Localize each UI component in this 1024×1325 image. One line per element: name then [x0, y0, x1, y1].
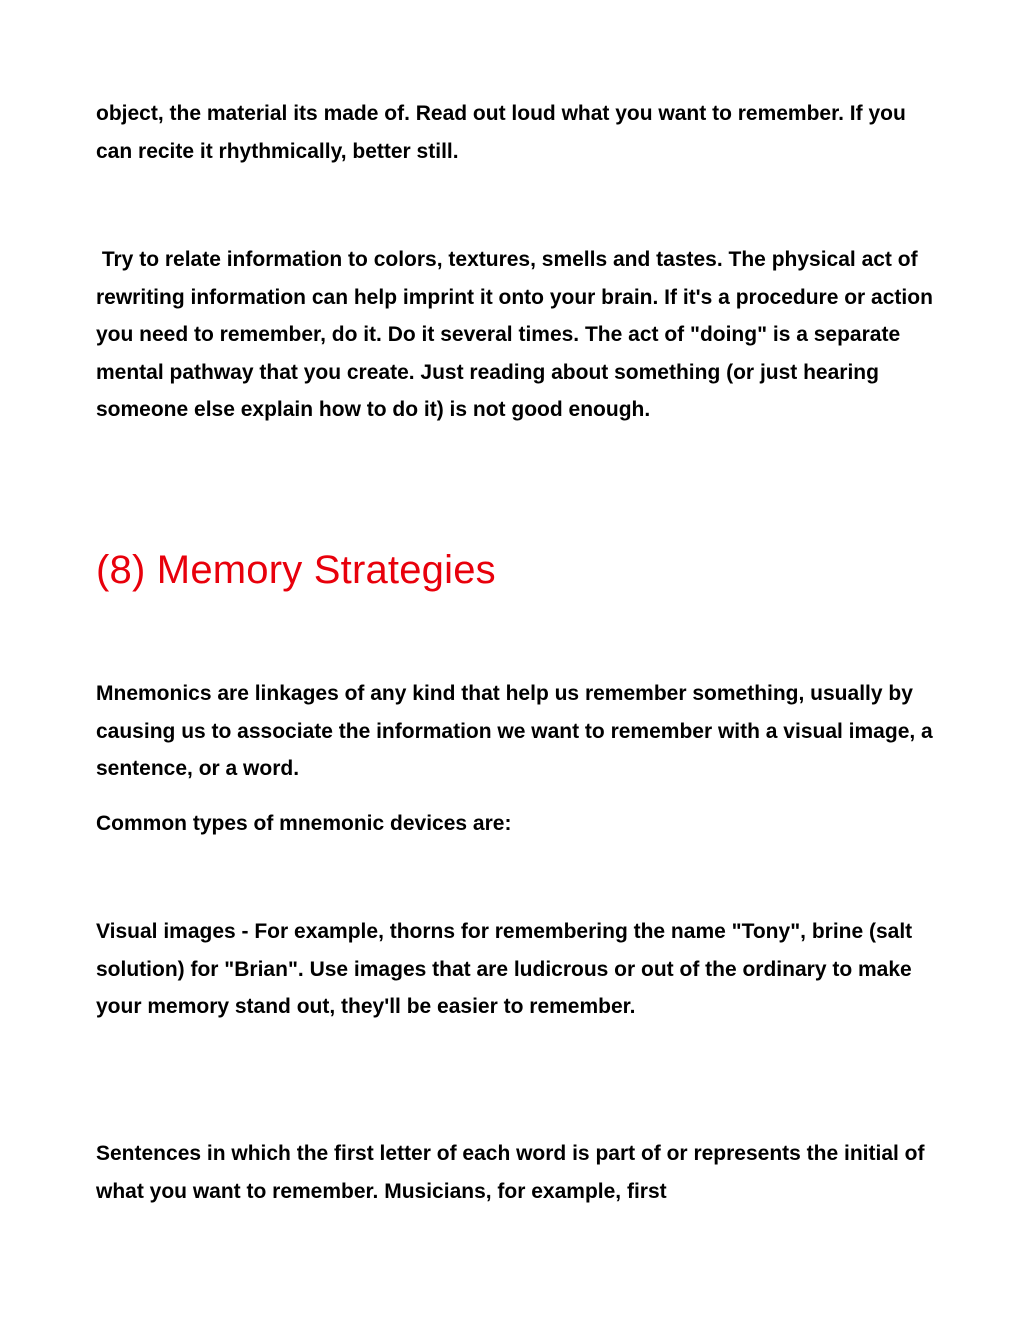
- paragraph-mnemonics-definition: Mnemonics are linkages of any kind that help us remember something, usually by causing us to associate the information we want to remember with a visual image, a sentence, or a word.: [96, 682, 933, 781]
- paragraph-visual-images: Visual images - For example, thorns for remembering the name "Tony", brine (salt solution) for "Brian". Use images that are ludicrous or out of the ordinary to make your memory stand out, they'll be easier to remember.: [96, 920, 913, 1019]
- paragraph-read-aloud: object, the material its made of. Read out loud what you want to remember. If you can recite it rhythmically, better still.: [96, 102, 906, 163]
- section-heading: (8) Memory Strategies: [96, 548, 496, 592]
- paragraph-mnemonic-types-intro: Common types of mnemonic devices are:: [96, 812, 512, 835]
- paragraph-senses-and-doing: Try to relate information to colors, textures, smells and tastes. The physical act of rewriting information can help imprint it onto your brain. If it's a procedure or action you need to remember, do it. Do it several times. The act of "doing" is a separate mental pathway that you create. Just reading about something (or just hearing someone else explain how to do it) is not good enough.: [96, 248, 939, 422]
- paragraph-sentences: Sentences in which the first letter of each word is part of or represents the initial of what you want to remember. Musicians, for example, first: [96, 1142, 925, 1203]
